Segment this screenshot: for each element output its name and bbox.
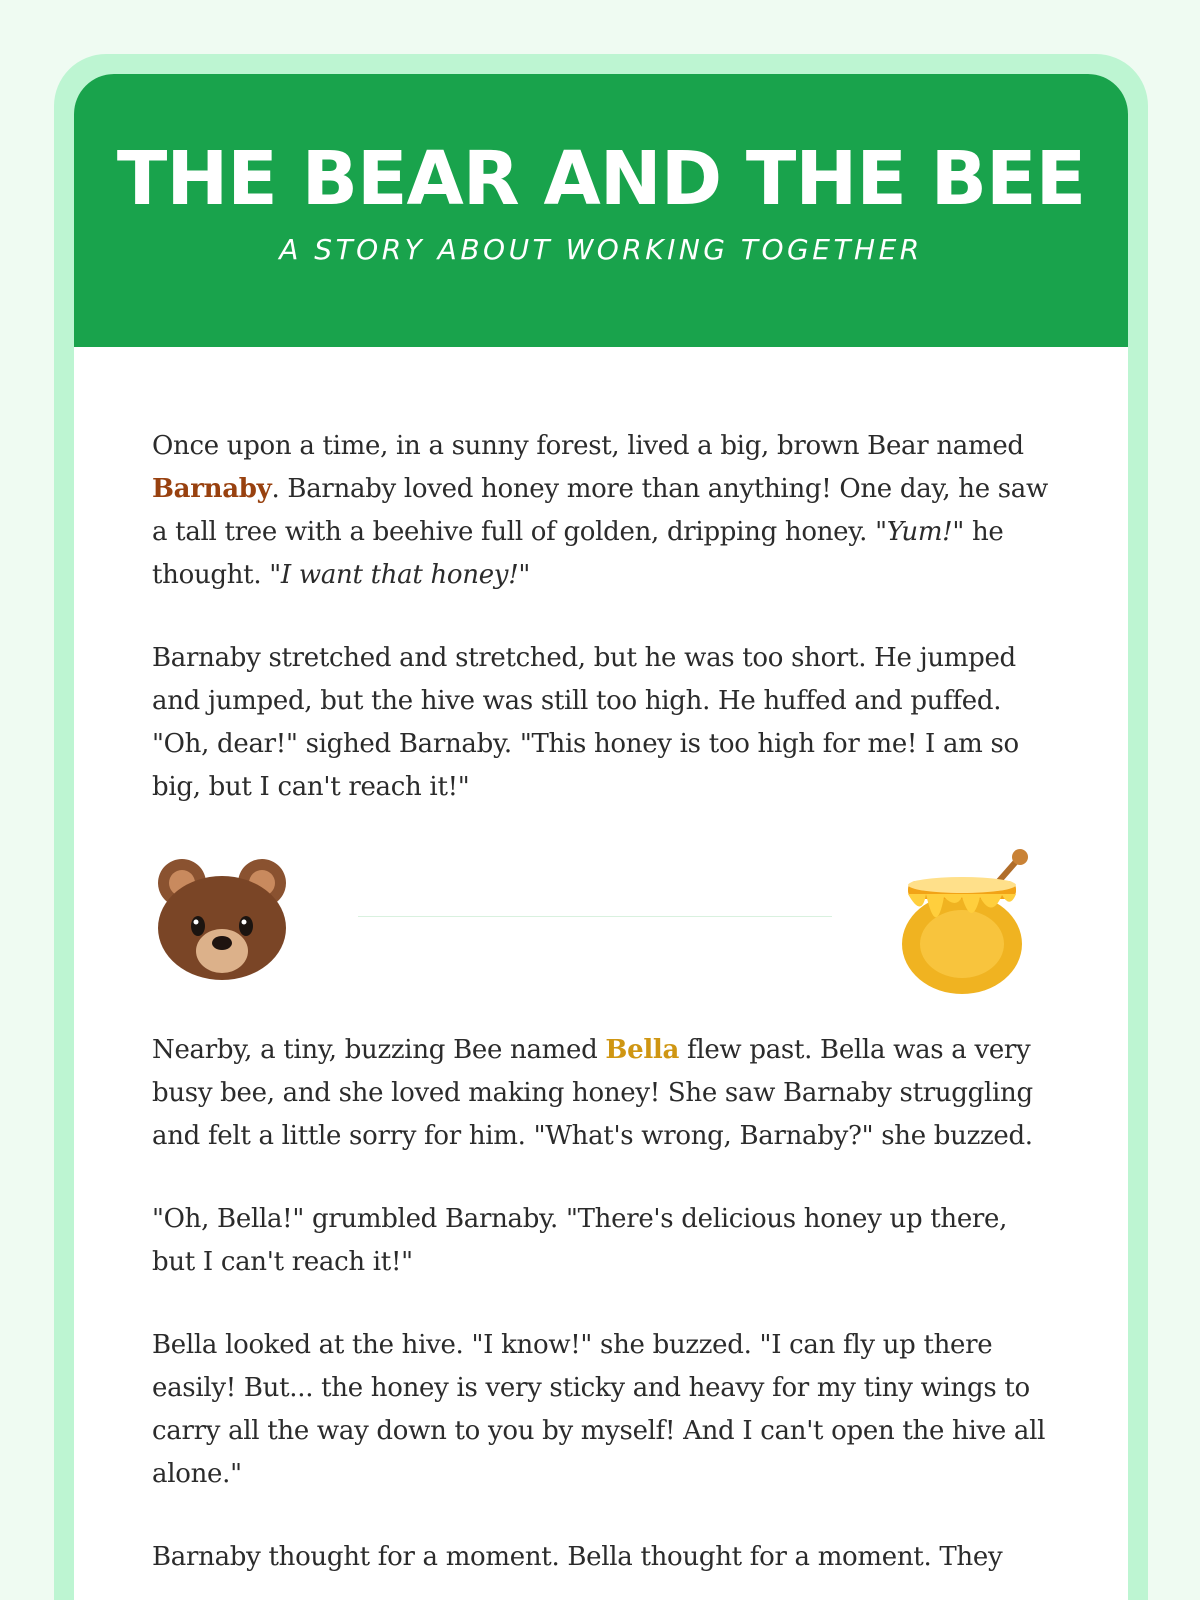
- story-card: [74, 74, 1128, 1600]
- story-header: [74, 74, 1128, 347]
- paragraph-4: "Oh, Bella!" grumbled Barnaby. "There's delicious honey up there, but I can't reach it!": [152, 1204, 1008, 1277]
- bear-face-icon: [152, 853, 292, 983]
- character-name-barnaby: Barnaby: [152, 474, 272, 504]
- illustration-divider: [152, 849, 1052, 1009]
- paragraph-2: Barnaby stretched and stretched, but he was too short. He jumped and jumped, but the hive was still too high. He huffed and puffed. "Oh, dear!" sighed Barnaby. "This honey is too high for me! I am so big, but I can't reach it!": [152, 643, 1019, 802]
- character-name-bella: Bella: [605, 1035, 680, 1065]
- paragraph-6: Barnaby thought for a moment. Bella thought for a moment. They: [152, 1542, 1003, 1572]
- story-title: THE BEAR AND THE BEE: [116, 136, 1086, 222]
- story-body: [152, 425, 1052, 1600]
- paragraph-5: Bella looked at the hive. "I know!" she buzzed. "I can fly up there easily! But... the honey is very sticky and heavy for my tiny wings to carry all the way down to you by myself! And I can't open the hive all alone.": [152, 1330, 1046, 1489]
- paragraph-3: Nearby, a tiny, buzzing Bee named Bella flew past. Bella was a very busy bee, and she loved making honey! She saw Barnaby struggling and felt a little sorry for him. "What's wrong, Barnaby?" she buzzed.: [152, 1035, 1033, 1151]
- honey-pot-icon: [892, 849, 1032, 999]
- divider-line: [358, 916, 832, 917]
- quote-want-honey: "I want that honey!": [269, 560, 531, 590]
- paragraph-1: Once upon a time, in a sunny forest, lived a big, brown Bear named Barnaby. Barnaby loved honey more than anything! One day, he saw a tall tree with a beehive full of golden, dripping honey. "Yum!" he thought. "I want that honey!": [152, 431, 1048, 590]
- quote-yum: "Yum!": [875, 517, 964, 547]
- story-subtitle: A STORY ABOUT WORKING TOGETHER: [279, 233, 923, 266]
